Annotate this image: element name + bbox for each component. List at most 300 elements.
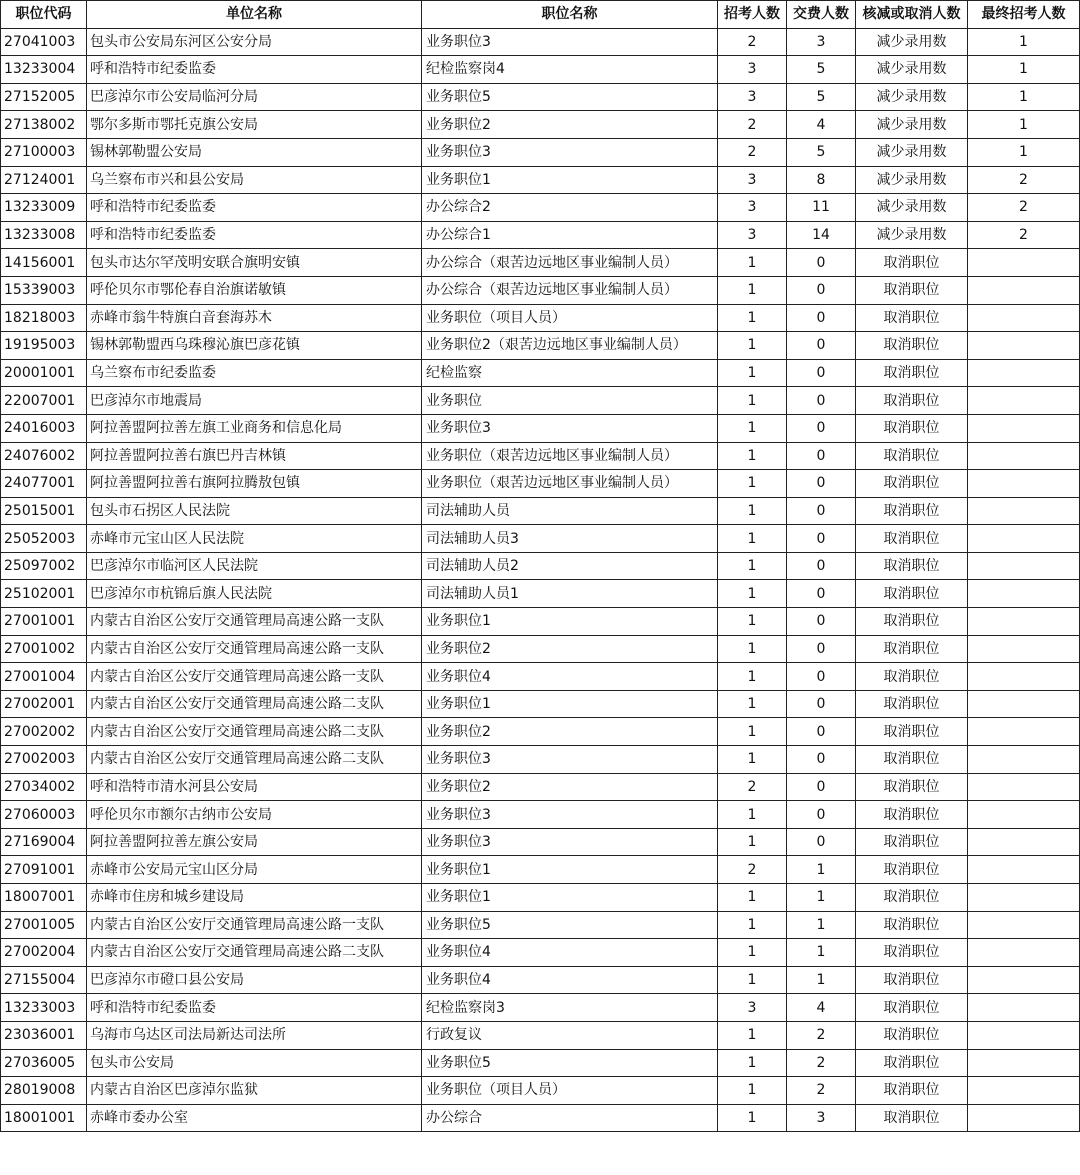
table-row (1, 359, 1080, 387)
position-code: 23036001 (1, 1021, 87, 1049)
adjustment: 取消职位 (856, 801, 968, 829)
position-name: 办公综合1 (422, 221, 718, 249)
adjustment: 取消职位 (856, 332, 968, 360)
table-row (1, 773, 1080, 801)
unit-name: 阿拉善盟阿拉善右旗阿拉腾敖包镇 (87, 470, 422, 498)
position-code: 27100003 (1, 138, 87, 166)
unit-name: 阿拉善盟阿拉善左旗工业商务和信息化局 (87, 414, 422, 442)
position-code: 27002002 (1, 718, 87, 746)
planned-count: 1 (718, 608, 787, 636)
unit-name: 阿拉善盟阿拉善右旗巴丹吉林镇 (87, 442, 422, 470)
adjustment: 取消职位 (856, 773, 968, 801)
final-count (968, 1021, 1080, 1049)
table-row (1, 138, 1080, 166)
final-count (968, 746, 1080, 774)
final-count: 1 (968, 83, 1080, 111)
planned-count: 1 (718, 746, 787, 774)
position-code: 27124001 (1, 166, 87, 194)
position-code: 27138002 (1, 111, 87, 139)
unit-name: 乌兰察布市兴和县公安局 (87, 166, 422, 194)
position-name: 办公综合（艰苦边远地区事业编制人员） (422, 249, 718, 277)
table-row (1, 497, 1080, 525)
unit-name: 呼和浩特市纪委监委 (87, 56, 422, 84)
unit-name: 包头市石拐区人民法院 (87, 497, 422, 525)
table-row (1, 663, 1080, 691)
position-code: 28019008 (1, 1077, 87, 1105)
position-name: 业务职位（项目人员） (422, 304, 718, 332)
unit-name: 赤峰市元宝山区人民法院 (87, 525, 422, 553)
adjustment: 取消职位 (856, 718, 968, 746)
paid-count: 0 (787, 442, 856, 470)
final-count: 2 (968, 166, 1080, 194)
position-name: 司法辅助人员1 (422, 580, 718, 608)
position-code: 27041003 (1, 28, 87, 56)
paid-count: 2 (787, 1077, 856, 1105)
header-row (1, 1, 1080, 29)
position-name: 业务职位4 (422, 939, 718, 967)
planned-count: 1 (718, 884, 787, 912)
table-row (1, 801, 1080, 829)
header-position: 职位名称 (422, 1, 718, 29)
unit-name: 内蒙古自治区公安厅交通管理局高速公路二支队 (87, 746, 422, 774)
paid-count: 5 (787, 83, 856, 111)
final-count (968, 994, 1080, 1022)
planned-count: 1 (718, 690, 787, 718)
adjustment: 取消职位 (856, 580, 968, 608)
adjustment: 取消职位 (856, 690, 968, 718)
position-name: 办公综合 (422, 1104, 718, 1132)
planned-count: 2 (718, 773, 787, 801)
planned-count: 2 (718, 856, 787, 884)
adjustment: 减少录用数 (856, 111, 968, 139)
planned-count: 1 (718, 1021, 787, 1049)
header-action: 核减或取消人数 (856, 1, 968, 29)
position-name: 办公综合2 (422, 194, 718, 222)
paid-count: 2 (787, 1049, 856, 1077)
unit-name: 内蒙古自治区公安厅交通管理局高速公路二支队 (87, 718, 422, 746)
position-name: 业务职位2 (422, 111, 718, 139)
position-code: 15339003 (1, 276, 87, 304)
final-count: 2 (968, 221, 1080, 249)
position-name: 业务职位3 (422, 746, 718, 774)
planned-count: 3 (718, 194, 787, 222)
paid-count: 5 (787, 56, 856, 84)
table-row (1, 414, 1080, 442)
position-code: 18001001 (1, 1104, 87, 1132)
header-paid: 交费人数 (787, 1, 856, 29)
final-count (968, 966, 1080, 994)
position-code: 27036005 (1, 1049, 87, 1077)
table-row (1, 911, 1080, 939)
position-code: 27001002 (1, 635, 87, 663)
final-count: 1 (968, 56, 1080, 84)
adjustment: 取消职位 (856, 1049, 968, 1077)
unit-name: 呼和浩特市纪委监委 (87, 194, 422, 222)
adjustment: 取消职位 (856, 746, 968, 774)
adjustment: 取消职位 (856, 663, 968, 691)
final-count (968, 580, 1080, 608)
position-code: 20001001 (1, 359, 87, 387)
paid-count: 5 (787, 138, 856, 166)
table-row (1, 56, 1080, 84)
unit-name: 包头市公安局 (87, 1049, 422, 1077)
unit-name: 呼和浩特市清水河县公安局 (87, 773, 422, 801)
paid-count: 1 (787, 911, 856, 939)
table-row (1, 635, 1080, 663)
table-row (1, 1021, 1080, 1049)
table-row (1, 194, 1080, 222)
planned-count: 3 (718, 56, 787, 84)
paid-count: 0 (787, 359, 856, 387)
unit-name: 呼和浩特市纪委监委 (87, 994, 422, 1022)
unit-name: 赤峰市翁牛特旗白音套海苏木 (87, 304, 422, 332)
position-code: 14156001 (1, 249, 87, 277)
position-name: 业务职位1 (422, 608, 718, 636)
unit-name: 阿拉善盟阿拉善左旗公安局 (87, 828, 422, 856)
paid-count: 0 (787, 663, 856, 691)
unit-name: 内蒙古自治区公安厅交通管理局高速公路一支队 (87, 608, 422, 636)
table-row (1, 249, 1080, 277)
planned-count: 1 (718, 939, 787, 967)
position-code: 18218003 (1, 304, 87, 332)
position-name: 行政复议 (422, 1021, 718, 1049)
position-code: 13233003 (1, 994, 87, 1022)
adjustment: 取消职位 (856, 884, 968, 912)
position-code: 27002003 (1, 746, 87, 774)
planned-count: 1 (718, 442, 787, 470)
final-count (968, 470, 1080, 498)
table-row (1, 111, 1080, 139)
final-count (968, 608, 1080, 636)
paid-count: 4 (787, 994, 856, 1022)
planned-count: 1 (718, 304, 787, 332)
paid-count: 0 (787, 249, 856, 277)
position-name: 业务职位4 (422, 966, 718, 994)
adjustment: 取消职位 (856, 304, 968, 332)
table-row (1, 580, 1080, 608)
final-count: 1 (968, 138, 1080, 166)
unit-name: 内蒙古自治区公安厅交通管理局高速公路一支队 (87, 663, 422, 691)
table-row (1, 690, 1080, 718)
planned-count: 1 (718, 635, 787, 663)
position-name: 业务职位5 (422, 1049, 718, 1077)
position-name: 业务职位2（艰苦边远地区事业编制人员） (422, 332, 718, 360)
position-name: 纪检监察 (422, 359, 718, 387)
table-row (1, 1104, 1080, 1132)
position-name: 业务职位2 (422, 718, 718, 746)
position-name: 业务职位1 (422, 690, 718, 718)
final-count (968, 884, 1080, 912)
paid-count: 1 (787, 856, 856, 884)
table-row (1, 332, 1080, 360)
planned-count: 1 (718, 580, 787, 608)
final-count (968, 856, 1080, 884)
position-code: 27091001 (1, 856, 87, 884)
position-code: 25052003 (1, 525, 87, 553)
planned-count: 3 (718, 83, 787, 111)
position-name: 业务职位1 (422, 884, 718, 912)
paid-count: 1 (787, 939, 856, 967)
paid-count: 0 (787, 304, 856, 332)
position-code: 27060003 (1, 801, 87, 829)
position-code: 27169004 (1, 828, 87, 856)
position-name: 业务职位2 (422, 773, 718, 801)
position-code: 25097002 (1, 552, 87, 580)
header-unit: 单位名称 (87, 1, 422, 29)
adjustment: 取消职位 (856, 1104, 968, 1132)
final-count: 1 (968, 28, 1080, 56)
position-code: 13233004 (1, 56, 87, 84)
paid-count: 3 (787, 28, 856, 56)
table-row (1, 994, 1080, 1022)
table-row (1, 1077, 1080, 1105)
final-count: 1 (968, 111, 1080, 139)
final-count (968, 939, 1080, 967)
planned-count: 3 (718, 166, 787, 194)
adjustment: 取消职位 (856, 414, 968, 442)
planned-count: 1 (718, 470, 787, 498)
final-count (968, 635, 1080, 663)
final-count (968, 304, 1080, 332)
position-code: 27152005 (1, 83, 87, 111)
paid-count: 0 (787, 828, 856, 856)
position-name: 业务职位3 (422, 28, 718, 56)
paid-count: 0 (787, 276, 856, 304)
adjustment: 取消职位 (856, 966, 968, 994)
final-count (968, 911, 1080, 939)
unit-name: 呼和浩特市纪委监委 (87, 221, 422, 249)
final-count (968, 801, 1080, 829)
planned-count: 3 (718, 221, 787, 249)
position-name: 纪检监察岗3 (422, 994, 718, 1022)
planned-count: 1 (718, 718, 787, 746)
unit-name: 乌兰察布市纪委监委 (87, 359, 422, 387)
position-code: 22007001 (1, 387, 87, 415)
planned-count: 1 (718, 332, 787, 360)
adjustment: 取消职位 (856, 497, 968, 525)
position-code: 24077001 (1, 470, 87, 498)
table-row (1, 83, 1080, 111)
paid-count: 2 (787, 1021, 856, 1049)
adjustment: 取消职位 (856, 276, 968, 304)
position-name: 业务职位3 (422, 828, 718, 856)
planned-count: 1 (718, 249, 787, 277)
paid-count: 0 (787, 414, 856, 442)
position-name: 纪检监察岗4 (422, 56, 718, 84)
position-name: 业务职位4 (422, 663, 718, 691)
adjustment: 取消职位 (856, 387, 968, 415)
unit-name: 巴彦淖尔市磴口县公安局 (87, 966, 422, 994)
table-row (1, 884, 1080, 912)
final-count (968, 525, 1080, 553)
position-name: 业务职位1 (422, 166, 718, 194)
unit-name: 赤峰市住房和城乡建设局 (87, 884, 422, 912)
final-count (968, 414, 1080, 442)
position-code: 13233008 (1, 221, 87, 249)
planned-count: 1 (718, 525, 787, 553)
table-row (1, 276, 1080, 304)
planned-count: 2 (718, 28, 787, 56)
final-count (968, 718, 1080, 746)
table-row (1, 442, 1080, 470)
final-count (968, 1077, 1080, 1105)
paid-count: 11 (787, 194, 856, 222)
table-row (1, 746, 1080, 774)
planned-count: 1 (718, 1104, 787, 1132)
position-code: 27155004 (1, 966, 87, 994)
paid-count: 1 (787, 966, 856, 994)
planned-count: 1 (718, 359, 787, 387)
unit-name: 锡林郭勒盟西乌珠穆沁旗巴彦花镇 (87, 332, 422, 360)
planned-count: 2 (718, 138, 787, 166)
table-row (1, 28, 1080, 56)
planned-count: 1 (718, 387, 787, 415)
paid-count: 0 (787, 580, 856, 608)
paid-count: 3 (787, 1104, 856, 1132)
final-count (968, 1104, 1080, 1132)
final-count: 2 (968, 194, 1080, 222)
unit-name: 内蒙古自治区公安厅交通管理局高速公路一支队 (87, 635, 422, 663)
unit-name: 内蒙古自治区公安厅交通管理局高速公路二支队 (87, 939, 422, 967)
final-count (968, 552, 1080, 580)
table-row (1, 856, 1080, 884)
paid-count: 0 (787, 332, 856, 360)
position-code: 27001001 (1, 608, 87, 636)
paid-count: 0 (787, 690, 856, 718)
adjustment: 取消职位 (856, 856, 968, 884)
position-name: 司法辅助人员2 (422, 552, 718, 580)
unit-name: 巴彦淖尔市公安局临河分局 (87, 83, 422, 111)
header-final: 最终招考人数 (968, 1, 1080, 29)
adjustment: 取消职位 (856, 442, 968, 470)
adjustment: 取消职位 (856, 994, 968, 1022)
unit-name: 包头市公安局东河区公安分局 (87, 28, 422, 56)
final-count (968, 690, 1080, 718)
position-name: 办公综合（艰苦边远地区事业编制人员） (422, 276, 718, 304)
position-code: 27001004 (1, 663, 87, 691)
adjustment: 取消职位 (856, 1077, 968, 1105)
final-count (968, 332, 1080, 360)
position-name: 业务职位（项目人员） (422, 1077, 718, 1105)
final-count (968, 663, 1080, 691)
adjustment: 取消职位 (856, 608, 968, 636)
planned-count: 1 (718, 1077, 787, 1105)
adjustment: 取消职位 (856, 635, 968, 663)
paid-count: 0 (787, 608, 856, 636)
paid-count: 8 (787, 166, 856, 194)
position-code: 27001005 (1, 911, 87, 939)
position-code: 27002001 (1, 690, 87, 718)
final-count (968, 497, 1080, 525)
paid-count: 0 (787, 387, 856, 415)
planned-count: 1 (718, 828, 787, 856)
unit-name: 赤峰市委办公室 (87, 1104, 422, 1132)
table-row (1, 221, 1080, 249)
final-count (968, 1049, 1080, 1077)
paid-count: 1 (787, 884, 856, 912)
unit-name: 巴彦淖尔市临河区人民法院 (87, 552, 422, 580)
adjustment: 取消职位 (856, 470, 968, 498)
table-row (1, 939, 1080, 967)
header-planned: 招考人数 (718, 1, 787, 29)
planned-count: 1 (718, 414, 787, 442)
planned-count: 1 (718, 966, 787, 994)
adjustment: 减少录用数 (856, 138, 968, 166)
paid-count: 0 (787, 773, 856, 801)
position-code: 27002004 (1, 939, 87, 967)
paid-count: 14 (787, 221, 856, 249)
final-count (968, 773, 1080, 801)
paid-count: 0 (787, 525, 856, 553)
unit-name: 内蒙古自治区公安厅交通管理局高速公路二支队 (87, 690, 422, 718)
position-code: 13233009 (1, 194, 87, 222)
header-code: 职位代码 (1, 1, 87, 29)
position-name: 业务职位 (422, 387, 718, 415)
unit-name: 巴彦淖尔市杭锦后旗人民法院 (87, 580, 422, 608)
adjustment: 取消职位 (856, 249, 968, 277)
table-row (1, 608, 1080, 636)
unit-name: 呼伦贝尔市额尔古纳市公安局 (87, 801, 422, 829)
final-count (968, 359, 1080, 387)
paid-count: 0 (787, 497, 856, 525)
position-code: 24076002 (1, 442, 87, 470)
adjustment: 取消职位 (856, 525, 968, 553)
planned-count: 1 (718, 663, 787, 691)
unit-name: 赤峰市公安局元宝山区分局 (87, 856, 422, 884)
adjustment: 减少录用数 (856, 221, 968, 249)
final-count (968, 387, 1080, 415)
planned-count: 1 (718, 911, 787, 939)
position-code: 18007001 (1, 884, 87, 912)
adjustment: 减少录用数 (856, 83, 968, 111)
table-row (1, 966, 1080, 994)
planned-count: 1 (718, 497, 787, 525)
position-name: 业务职位2 (422, 635, 718, 663)
table-row (1, 304, 1080, 332)
table-row (1, 166, 1080, 194)
table-row (1, 470, 1080, 498)
paid-count: 0 (787, 552, 856, 580)
adjustment: 取消职位 (856, 828, 968, 856)
final-count (968, 249, 1080, 277)
unit-name: 内蒙古自治区巴彦淖尔监狱 (87, 1077, 422, 1105)
adjustment: 减少录用数 (856, 56, 968, 84)
position-name: 业务职位（艰苦边远地区事业编制人员） (422, 470, 718, 498)
paid-count: 4 (787, 111, 856, 139)
adjustment: 减少录用数 (856, 194, 968, 222)
unit-name: 包头市达尔罕茂明安联合旗明安镇 (87, 249, 422, 277)
position-code: 25015001 (1, 497, 87, 525)
paid-count: 0 (787, 470, 856, 498)
final-count (968, 828, 1080, 856)
table-body (1, 28, 1080, 1132)
planned-count: 1 (718, 276, 787, 304)
planned-count: 3 (718, 994, 787, 1022)
paid-count: 0 (787, 746, 856, 774)
table-row (1, 718, 1080, 746)
planned-count: 1 (718, 1049, 787, 1077)
adjustment: 取消职位 (856, 911, 968, 939)
planned-count: 2 (718, 111, 787, 139)
table-row (1, 1049, 1080, 1077)
position-name: 业务职位3 (422, 138, 718, 166)
adjustment: 取消职位 (856, 552, 968, 580)
adjustment: 取消职位 (856, 939, 968, 967)
unit-name: 巴彦淖尔市地震局 (87, 387, 422, 415)
planned-count: 1 (718, 801, 787, 829)
adjustment: 减少录用数 (856, 166, 968, 194)
table-row (1, 525, 1080, 553)
